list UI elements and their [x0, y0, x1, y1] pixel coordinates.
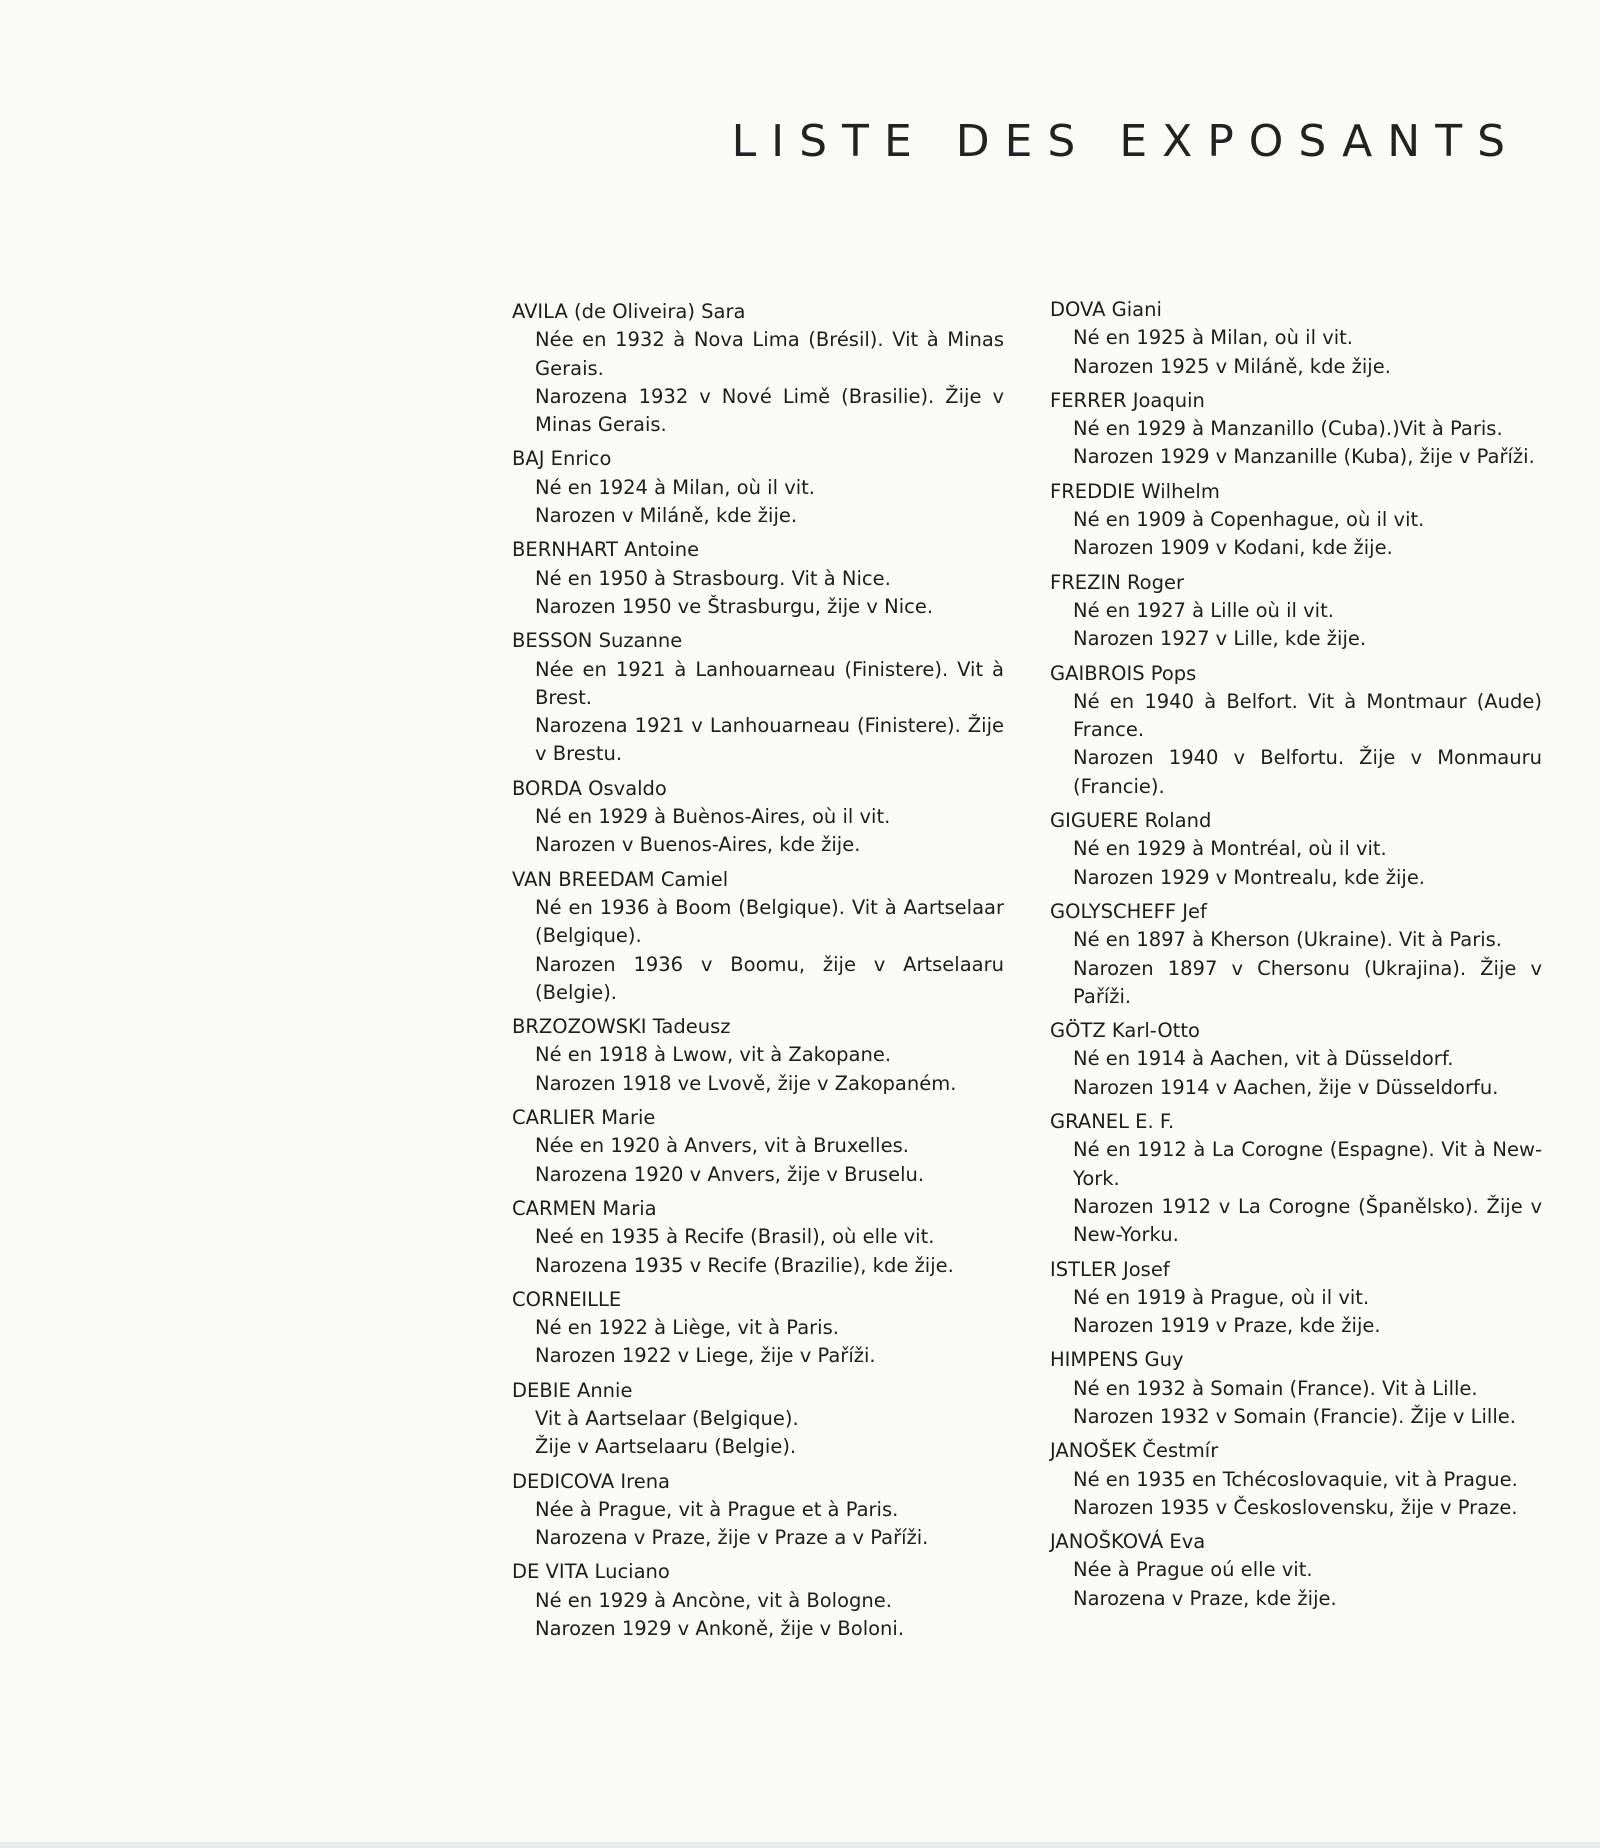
biography-czech: Narozen 1912 v La Corogne (Španělsko). Žije v New-Yorku. — [1073, 1194, 1542, 1247]
biography-french: Née en 1921 à Lanhouarneau (Finistere). Vit à Brest. — [535, 657, 1004, 709]
exhibitor-name: BAJ Enrico — [512, 447, 612, 471]
exhibitor-entry — [512, 1558, 1004, 1643]
biography-czech: Narozen 1936 v Boomu, žije v Artselaaru (Belgie). — [535, 952, 1004, 1004]
biography-french: Né en 1925 à Milan, où il vit. — [1073, 326, 1353, 350]
biography-czech: Narozena v Praze, kde žije. — [1073, 1586, 1337, 1610]
biography-french: Né en 1897 à Kherson (Ukraine). Vit à Paris. — [1073, 928, 1502, 952]
biography-czech: Narozen v Miláně, kde žije. — [535, 504, 798, 528]
biography-czech: Narozen 1929 v Ankoně, žije v Boloni. — [535, 1617, 905, 1641]
biography-french: Né en 1950 à Strasbourg. Vit à Nice. — [535, 566, 891, 590]
biography-french: Né en 1918 à Lwow, vit à Zakopane. — [535, 1043, 892, 1067]
exhibitor-name: DE VITA Luciano — [512, 1560, 670, 1584]
exhibitor-entry — [1050, 807, 1542, 892]
biography-czech: Narozen 1929 v Montrealu, kde žije. — [1073, 865, 1426, 889]
biography-czech: Narozen 1897 v Chersonu (Ukrajina). Žije v Paříži. — [1073, 956, 1542, 1008]
exhibitor-name: AVILA (de Oliveira) Sara — [512, 300, 746, 323]
exhibitor-name: GRANEL E. F. — [1050, 1110, 1175, 1134]
biography-french: Né en 1929 à Montréal, où il vit. — [1073, 837, 1387, 861]
biography-french: Né en 1909 à Copenhague, où il vit. — [1073, 508, 1425, 532]
biography-czech: Narozena 1920 v Anvers, žije v Bruselu. — [535, 1162, 925, 1186]
exhibitor-entry — [1050, 1528, 1542, 1613]
biography-french: Né en 1922 à Liège, vit à Paris. — [535, 1316, 839, 1340]
biography-czech: Narozen 1919 v Praze, kde žije. — [1073, 1314, 1381, 1338]
exhibitor-entry — [512, 775, 1004, 860]
exhibitor-entry — [1050, 1437, 1542, 1522]
exhibitor-name: BERNHART Antoine — [512, 538, 700, 562]
biography-czech: Narozen 1927 v Lille, kde žije. — [1073, 627, 1367, 651]
exhibitor-name: FERRER Joaquin — [1050, 388, 1205, 412]
exhibitor-entry — [1050, 296, 1542, 381]
biography-french: Né en 1927 à Lille où il vit. — [1073, 598, 1334, 622]
exhibitor-name: BORDA Osvaldo — [512, 776, 667, 800]
biography-czech: Narozen 1929 v Manzanille (Kuba), žije v Paříži. — [1073, 445, 1535, 469]
biography-french: Né en 1912 à La Corogne (Espagne). Vit à New-York. — [1073, 1138, 1542, 1190]
exhibitor-name: GIGUERE Roland — [1050, 809, 1212, 833]
biography-french: Né en 1940 à Belfort. Vit à Montmaur (Aude) France. — [1073, 689, 1542, 742]
exhibitor-entry — [1050, 1108, 1542, 1249]
exhibitor-name: ISTLER Josef — [1050, 1257, 1170, 1281]
biography-french: Né en 1935 en Tchécoslovaquie, vit à Prague. — [1073, 1467, 1518, 1491]
exhibitor-entry — [1050, 898, 1542, 1011]
exhibitor-list-right-column — [1050, 296, 1542, 1619]
biography-french: Né en 1914 à Aachen, vit à Düsseldorf. — [1073, 1047, 1454, 1071]
exhibitor-name: GOLYSCHEFF Jef — [1050, 899, 1207, 923]
exhibitor-name: VAN BREEDAM Camiel — [512, 867, 729, 891]
biography-czech: Narozen 1914 v Aachen, žije v Düsseldorfu. — [1073, 1075, 1499, 1099]
exhibitor-entry — [1050, 478, 1542, 563]
exhibitor-list-left-column — [512, 298, 1004, 1649]
biography-czech: Žije v Aartselaaru (Belgie). — [535, 1435, 797, 1459]
exhibitor-entry — [512, 627, 1004, 768]
biography-czech: Narozen 1950 ve Štrasburgu, žije v Nice. — [535, 594, 934, 618]
biography-french: Né en 1932 à Somain (France). Vit à Lille. — [1073, 1376, 1478, 1400]
biography-czech: Narozena 1935 v Recife (Brazilie), kde žije. — [535, 1253, 954, 1277]
exhibitor-name: CARLIER Marie — [512, 1106, 656, 1130]
biography-french: Neé en 1935 à Recife (Brasil), où elle vit. — [535, 1225, 935, 1249]
biography-czech: Narozen 1935 v Československu, žije v Praze. — [1073, 1495, 1518, 1519]
biography-french: Né en 1929 à Manzanillo (Cuba).)Vit à Paris. — [1073, 417, 1503, 441]
biography-french: Né en 1919 à Prague, où il vit. — [1073, 1285, 1370, 1309]
biography-french: Né en 1924 à Milan, où il vit. — [535, 475, 815, 499]
exhibitor-entry — [1050, 1346, 1542, 1431]
exhibitor-entry — [1050, 387, 1542, 472]
exhibitor-name: FREDDIE Wilhelm — [1050, 479, 1220, 503]
biography-french: Vit à Aartselaar (Belgique). — [535, 1406, 799, 1430]
exhibitor-name: BRZOZOWSKI Tadeusz — [512, 1015, 731, 1039]
exhibitor-entry — [1050, 569, 1542, 654]
biography-czech: Narozen 1940 v Belfortu. Žije v Monmauru (Francie). — [1073, 746, 1542, 798]
biography-french: Né en 1929 à Buènos-Aires, où il vit. — [535, 805, 891, 829]
page-title: LISTE DES EXPOSANTS — [731, 116, 1520, 167]
biography-czech: Narozen 1909 v Kodani, kde žije. — [1073, 536, 1393, 560]
exhibitor-entry — [512, 1195, 1004, 1280]
exhibitor-entry — [512, 1377, 1004, 1462]
biography-french: Née à Prague oú elle vit. — [1073, 1558, 1313, 1582]
biography-french: Née en 1932 à Nova Lima (Brésil). Vit à Minas Gerais. — [535, 328, 1004, 380]
biography-french: Née à Prague, vit à Prague et à Paris. — [535, 1497, 899, 1521]
exhibitor-name: BESSON Suzanne — [512, 629, 683, 653]
exhibitor-name: GÖTZ Karl-Otto — [1050, 1019, 1200, 1043]
exhibitor-name: DOVA Giani — [1050, 298, 1162, 321]
exhibitor-name: JANOŠKOVÁ Eva — [1050, 1530, 1206, 1554]
exhibitor-entry — [1050, 660, 1542, 801]
exhibitor-entry — [512, 298, 1004, 439]
biography-czech: Narozen 1918 ve Lvově, žije v Zakopaném. — [535, 1071, 957, 1095]
exhibitor-entry — [512, 1468, 1004, 1553]
exhibitor-entry — [1050, 1017, 1542, 1102]
exhibitor-entry — [512, 1104, 1004, 1189]
exhibitor-name: CARMEN Maria — [512, 1196, 657, 1220]
exhibitor-entry — [512, 1013, 1004, 1098]
exhibitor-entry — [1050, 1256, 1542, 1341]
exhibitor-name: JANOŠEK Čestmír — [1050, 1439, 1219, 1463]
exhibitor-entry — [512, 536, 1004, 621]
scan-edge — [0, 1842, 1600, 1848]
exhibitor-name: DEBIE Annie — [512, 1378, 633, 1402]
biography-czech: Narozena 1932 v Nové Limě (Brasilie). Žije v Minas Gerais. — [535, 384, 1004, 437]
exhibitor-name: GAIBROIS Pops — [1050, 661, 1197, 685]
exhibitor-entry — [512, 1286, 1004, 1371]
biography-french: Né en 1936 à Boom (Belgique). Vit à Aartselaar (Belgique). — [535, 895, 1004, 948]
biography-french: Né en 1929 à Ancòne, vit à Bologne. — [535, 1588, 892, 1612]
exhibitor-entry — [512, 866, 1004, 1007]
biography-czech: Narozen v Buenos-Aires, kde žije. — [535, 833, 861, 857]
exhibitor-name: DEDICOVA Irena — [512, 1469, 670, 1493]
exhibitor-entry — [512, 445, 1004, 530]
biography-french: Née en 1920 à Anvers, vit à Bruxelles. — [535, 1134, 909, 1158]
biography-czech: Narozena v Praze, žije v Praze a v Paříži. — [535, 1526, 929, 1550]
biography-czech: Narozen 1932 v Somain (Francie). Žije v Lille. — [1073, 1404, 1516, 1428]
biography-czech: Narozen 1925 v Miláně, kde žije. — [1073, 354, 1391, 378]
exhibitor-name: HIMPENS Guy — [1050, 1348, 1184, 1372]
biography-czech: Narozena 1921 v Lanhouarneau (Finistere). Žije v Brestu. — [535, 714, 1004, 766]
biography-czech: Narozen 1922 v Liege, žije v Paříži. — [535, 1344, 876, 1368]
exhibitor-name: CORNEILLE — [512, 1287, 622, 1311]
exhibitor-name: FREZIN Roger — [1050, 570, 1184, 594]
